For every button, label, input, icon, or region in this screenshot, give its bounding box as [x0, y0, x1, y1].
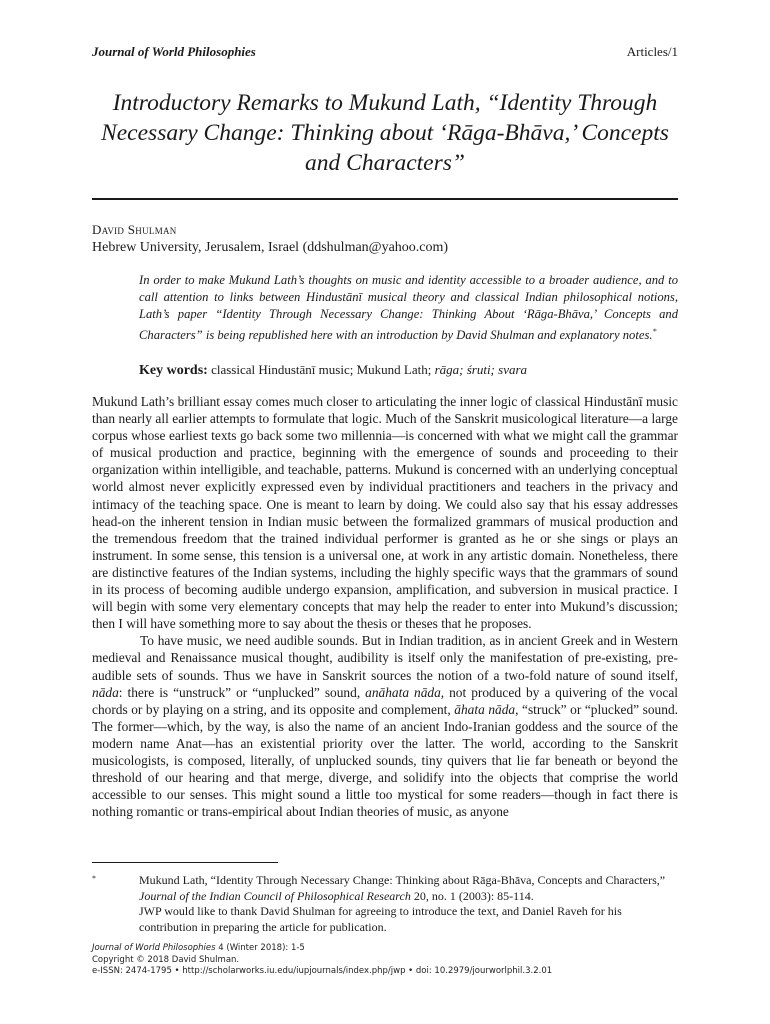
- abstract-text: In order to make Mukund Lath’s thoughts on music and identity accessible to a broader audience, and to call attention to links between Hindustānī musical theory and classical Indian philosophical notions, Lath’s paper “Identity Through Necessary Change: Thinking About ‘Rāga-Bhāva,’ Concepts and Characters” is being republished here with an introduction by David Shulman and explanatory notes.: [139, 273, 678, 343]
- abstract-footnote-mark: *: [652, 327, 657, 336]
- author-name: David Shulman: [92, 222, 177, 237]
- footnote: [92, 873, 678, 935]
- term-ahata-nada: āhata nāda: [454, 701, 516, 717]
- footnote-citation: Mukund Lath, “Identity Through Necessary Change: Thinking about Rāga-Bhāva, Concepts and Characters,” Journal of the Indian Council of Philosophical Research 20, no. 1 (2003): 85-114.: [139, 873, 666, 903]
- running-head: [92, 44, 678, 62]
- paragraph-1: Mukund Lath’s brilliant essay comes much closer to articulating the inner logic of classical Hindustānī music than nearly all earlier attempts to formulate that logic. Much of the Sanskrit musicological literature—a large corpus whose earliest texts go back some two millennia—is concerned with what we might call the grammar of musical production and practice, beginning with the emergence of sounds and proceeding to their organization within intelligible, and teachable, patterns. Mukund is concerned with an underlying conceptual world almost never explicitly expressed even by individual practitioners and teachers in the privacy and intimacy of the teaching space. One is meant to learn by doing. We could also say that his essay addresses head-on the inherent tension in Indian music between the formalized grammars of musical production and the tremendous freedom that the trained individual performer is granted as he or she sings or plays an instrument. In some sense, this tension is a universal one, at work in any artistic domain. Nonetheless, there are distinctive features of the Indian systems, including the highly specific ways that the grammars of sound in its process of becoming audible undergo expansion, amplification, and subversion in musical practice. I will begin with some very elementary concepts that may help the reader to enter into Mukund’s discussion; then I will have something more to say about the thesis or theses that he proposes.: [92, 394, 678, 632]
- keywords-italic: rāga; śruti; svara: [434, 362, 528, 377]
- paragraph-2: To have music, we need audible sounds. But in Indian tradition, as in ancient Greek and in Western medieval and Renaissance musical thought, audibility is itself only the manifestation of pre-existing, pre-audible sets of sounds. Thus we have in Sanskrit sources the notion of a two-fold nature of sound itself, nāda: there is “unstruck” or “unplucked” sound, anāhata nāda, not produced by a quivering of the vocal chords or by playing on a string, and its opposite and complement, āhata nāda, “struck” or “plucked” sound. The former—which, by the way, is also the name of an ancient Indo-Iranian goddess and the source of the modern name Anat—has an existential priority over the latter. The world, according to the Sanskrit musicologists, is composed, literally, of unplucked sounds, tiny quivers that lie far beneath or beyond the threshold of our hearing and that merge, diverge, and solidify into the objects that comprise the world accessible to our senses. This might sound a little too mystical for some readers—though in fact there is nothing romantic or trans-empirical about Indian theories of music, as anyone: [92, 633, 678, 820]
- term-nada: nāda: [92, 684, 119, 700]
- publication-issue: Journal of World Philosophies 4 (Winter 2018): 1-5: [92, 943, 305, 953]
- article-title: [92, 88, 678, 178]
- footnote-acknowledgement: JWP would like to thank David Shulman for agreeing to introduce the text, and Daniel Raveh for his contribution in preparing the article for publication.: [139, 904, 622, 934]
- title-line-3: and Characters”: [305, 150, 465, 176]
- author-affiliation: Hebrew University, Jerusalem, Israel (ddshulman@yahoo.com): [92, 240, 449, 255]
- journal-name: Journal of World Philosophies: [92, 44, 256, 59]
- title-line-2: Necessary Change: Thinking about ‘Rāga-Bhāva,’ Concepts: [101, 120, 669, 146]
- keywords-plain: classical Hindustānī music; Mukund Lath;: [211, 362, 432, 377]
- footnote-body: [139, 873, 678, 935]
- publication-info: [92, 943, 678, 978]
- title-line-1: Introductory Remarks to Mukund Lath, “Identity Through: [112, 90, 658, 116]
- publication-copyright: Copyright © 2018 David Shulman.: [92, 954, 240, 965]
- footnote-divider: [92, 862, 278, 863]
- publication-identifiers: e-ISSN: 2474-1795 • http://scholarworks.iu.edu/iupjournals/index.php/jwp • doi: 10.2979/jourworlphil.3.2.01: [92, 966, 553, 976]
- body-text: [92, 393, 678, 820]
- keywords-label: Key words:: [139, 363, 208, 378]
- footnote-mark: *: [92, 874, 96, 883]
- title-divider: [92, 198, 678, 200]
- article-section-label: Articles/1: [626, 44, 678, 59]
- keywords: [139, 362, 678, 379]
- abstract: [139, 272, 678, 344]
- footnote-journal-title: Journal of the Indian Council of Philosophical Research: [139, 888, 411, 903]
- term-anahata-nada: anāhata nāda: [365, 684, 441, 700]
